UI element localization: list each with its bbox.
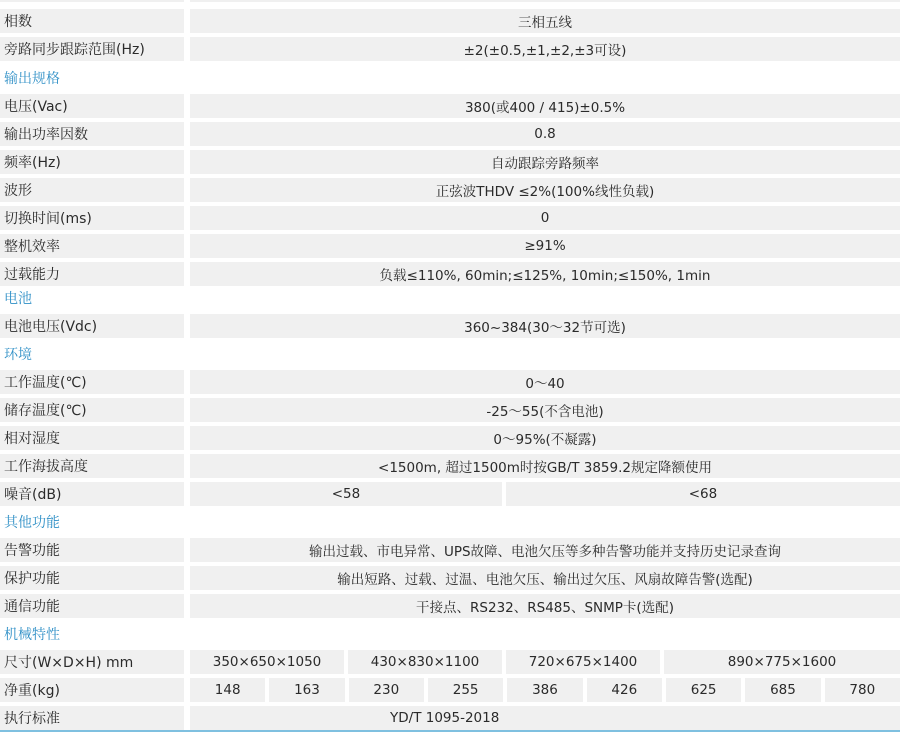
cut-off-label-cell bbox=[0, 0, 184, 2]
spec-label: 波形 bbox=[0, 178, 184, 202]
spec-value-cell: 163 bbox=[269, 678, 344, 702]
spec-label: 尺寸(W×D×H) mm bbox=[0, 650, 184, 674]
spec-label: 电压(Vac) bbox=[0, 94, 184, 118]
spec-label: 保护功能 bbox=[0, 566, 184, 590]
spec-row-battery-voltage bbox=[0, 314, 900, 338]
spec-value-cell: 426 bbox=[587, 678, 662, 702]
spec-value: 干接点、RS232、RS485、SNMP卡(选配) bbox=[190, 594, 900, 618]
cut-off-value-cells bbox=[190, 0, 900, 2]
spec-value: 输出短路、过载、过温、电池欠压、输出过欠压、风扇故障告警(选配) bbox=[190, 566, 900, 590]
spec-row-altitude bbox=[0, 454, 900, 478]
spec-label: 通信功能 bbox=[0, 594, 184, 618]
spec-value: 三相五线 bbox=[190, 9, 900, 33]
section-title-other-functions: 其他功能 bbox=[4, 515, 60, 531]
spec-value-cell: 430×830×1100 bbox=[348, 650, 502, 674]
spec-label: 工作温度(℃) bbox=[0, 370, 184, 394]
spec-label: 净重(kg) bbox=[0, 678, 184, 702]
spec-row-switch-time bbox=[0, 206, 900, 230]
spec-row-bypass-sync bbox=[0, 37, 900, 61]
spec-row-humidity bbox=[0, 426, 900, 450]
spec-label: 告警功能 bbox=[0, 538, 184, 562]
spec-label: 电池电压(Vdc) bbox=[0, 314, 184, 338]
spec-value-cell: <58 bbox=[190, 482, 502, 506]
spec-value: 0～40 bbox=[190, 370, 900, 394]
section-title-mechanical: 机械特性 bbox=[4, 627, 60, 643]
spec-row-communication bbox=[0, 594, 900, 618]
spec-row-dimensions bbox=[0, 650, 900, 674]
spec-value: -25～55(不含电池) bbox=[190, 398, 900, 422]
spec-value: 输出过载、市电异常、UPS故障、电池欠压等多种告警功能并支持历史记录查询 bbox=[190, 538, 900, 562]
spec-value-cell: 350×650×1050 bbox=[190, 650, 344, 674]
section-title-battery: 电池 bbox=[4, 291, 32, 307]
spec-label: 相数 bbox=[0, 9, 184, 33]
spec-row-waveform bbox=[0, 178, 900, 202]
section-title-environment: 环境 bbox=[4, 347, 32, 363]
spec-row-efficiency bbox=[0, 234, 900, 258]
spec-label: 切换时间(ms) bbox=[0, 206, 184, 230]
spec-value-cell: 780 bbox=[825, 678, 900, 702]
bottom-rule bbox=[0, 730, 900, 732]
spec-value: 正弦波THDV ≤2%(100%线性负载) bbox=[190, 178, 900, 202]
spec-row-noise bbox=[0, 482, 900, 506]
spec-row-output-voltage bbox=[0, 94, 900, 118]
spec-label: 相对湿度 bbox=[0, 426, 184, 450]
spec-value-cell: 625 bbox=[666, 678, 741, 702]
spec-value: 负载≤110%, 60min;≤125%, 10min;≤150%, 1min bbox=[190, 262, 900, 286]
spec-row-work-temp bbox=[0, 370, 900, 394]
spec-value-cell: 148 bbox=[190, 678, 265, 702]
spec-label: 频率(Hz) bbox=[0, 150, 184, 174]
cut-off-value-cell bbox=[190, 0, 900, 2]
spec-label: 整机效率 bbox=[0, 234, 184, 258]
spec-row-alarm bbox=[0, 538, 900, 562]
cut-off-top-row bbox=[0, 0, 900, 2]
spec-row-storage-temp bbox=[0, 398, 900, 422]
spec-value: <1500m, 超过1500m时按GB/T 3859.2规定降额使用 bbox=[190, 454, 900, 478]
spec-label: 执行标准 bbox=[0, 706, 184, 730]
spec-label: 储存温度(℃) bbox=[0, 398, 184, 422]
section-title-output: 输出规格 bbox=[4, 71, 60, 87]
spec-row-weight bbox=[0, 678, 900, 702]
spec-value-cell: 230 bbox=[349, 678, 424, 702]
spec-row-phases bbox=[0, 9, 900, 33]
spec-value: 0.8 bbox=[190, 122, 900, 146]
spec-value-cell: 890×775×1600 bbox=[664, 650, 900, 674]
spec-row-standard bbox=[0, 706, 900, 730]
spec-value: ±2(±0.5,±1,±2,±3可设) bbox=[190, 37, 900, 61]
spec-value-cell: 255 bbox=[428, 678, 503, 702]
spec-row-output-frequency bbox=[0, 150, 900, 174]
spec-value-cell: <68 bbox=[506, 482, 900, 506]
spec-value-cell: 386 bbox=[507, 678, 582, 702]
spec-value: 0 bbox=[190, 206, 900, 230]
spec-row-overload bbox=[0, 262, 900, 286]
spec-value: 自动跟踪旁路频率 bbox=[190, 150, 900, 174]
spec-value: YD/T 1095-2018 bbox=[190, 706, 900, 730]
spec-value: 0～95%(不凝露) bbox=[190, 426, 900, 450]
spec-row-protection bbox=[0, 566, 900, 590]
spec-label: 噪音(dB) bbox=[0, 482, 184, 506]
spec-label: 旁路同步跟踪范围(Hz) bbox=[0, 37, 184, 61]
spec-label: 工作海拔高度 bbox=[0, 454, 184, 478]
spec-row-output-pf bbox=[0, 122, 900, 146]
spec-value: ≥91% bbox=[190, 234, 900, 258]
spec-value-cell: 685 bbox=[745, 678, 820, 702]
spec-value-cell: 720×675×1400 bbox=[506, 650, 660, 674]
spec-label: 输出功率因数 bbox=[0, 122, 184, 146]
spec-value: 380(或400 / 415)±0.5% bbox=[190, 94, 900, 118]
spec-value: 360~384(30～32节可选) bbox=[190, 314, 900, 338]
spec-label: 过载能力 bbox=[0, 262, 184, 286]
